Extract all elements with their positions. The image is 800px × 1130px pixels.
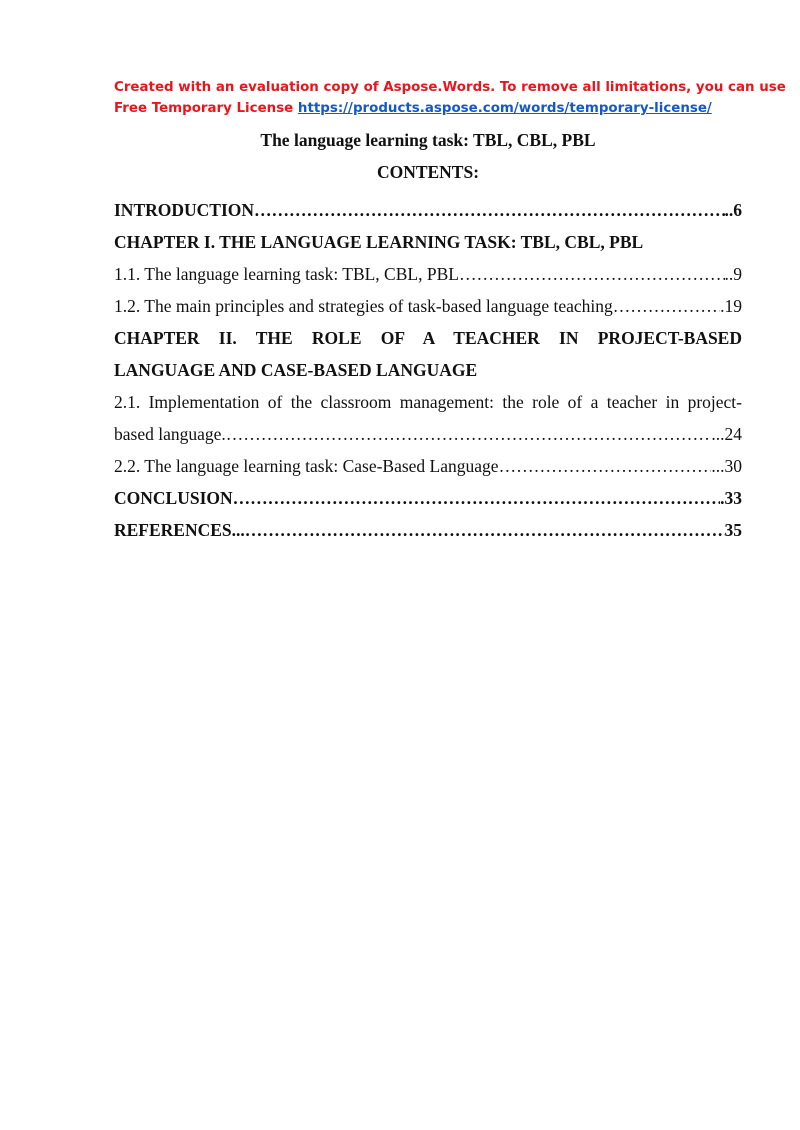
table-of-contents — [114, 194, 742, 546]
toc-leader-dots — [613, 296, 720, 317]
toc-chapter2-heading-line2[interactable]: LANGUAGE AND CASE-BASED LANGUAGE — [114, 360, 478, 380]
toc-leader-dots — [226, 424, 712, 445]
toc-entry-label: 1.2. The main principles and strategies of task-based language teaching — [114, 295, 613, 316]
toc-page-number: .33 — [720, 487, 742, 508]
toc-entry-1-1[interactable] — [114, 258, 742, 290]
toc-entry-2-2[interactable] — [114, 450, 742, 482]
toc-page-number: ..9 — [724, 263, 742, 284]
toc-leader-dots — [233, 488, 720, 509]
toc-page-number: ...30 — [711, 455, 742, 476]
toc-leader-dots — [254, 200, 724, 221]
toc-entry-label: 1.1. The language learning task: TBL, CBL, PBL — [114, 263, 459, 284]
toc-entry-label: based language. — [114, 423, 226, 444]
toc-page-number: 35 — [724, 519, 742, 540]
toc-page-number: ..6 — [724, 199, 742, 220]
toc-entry-label: 2.2. The language learning task: Case-Based Language — [114, 455, 499, 476]
toc-page-number: .19 — [720, 295, 742, 316]
toc-chapter2-heading-line1[interactable]: CHAPTER II. THE ROLE OF A TEACHER IN PROJECT-BASED — [114, 328, 742, 348]
toc-leader-dots — [245, 520, 725, 541]
toc-chapter1-heading[interactable]: CHAPTER I. THE LANGUAGE LEARNING TASK: TBL, CBL, PBL — [114, 232, 644, 252]
toc-entry-1-2[interactable] — [114, 290, 742, 322]
contents-heading: CONTENTS: — [376, 162, 480, 182]
toc-entry-label: CONCLUSION — [114, 487, 233, 508]
toc-entry-2-1-line1[interactable]: 2.1. Implementation of the classroom management: the role of a teacher in project- — [114, 392, 742, 412]
toc-entry-introduction[interactable] — [114, 194, 742, 226]
toc-entry-conclusion[interactable] — [114, 482, 742, 514]
evaluation-notice-line1: Created with an evaluation copy of Aspose.Words. To remove all limitations, you can use — [114, 80, 786, 95]
temporary-license-link[interactable]: https://products.aspose.com/words/temporary-license/ — [297, 101, 712, 116]
toc-entry-references[interactable] — [114, 514, 742, 546]
evaluation-notice-text: Free Temporary License — [114, 101, 298, 116]
toc-entry-2-1[interactable] — [114, 418, 742, 450]
toc-entry-label: INTRODUCTION — [114, 199, 255, 220]
toc-leader-dots — [459, 264, 725, 285]
evaluation-notice-line2 — [114, 98, 754, 119]
document-title: The language learning task: TBL, CBL, PBL — [260, 130, 596, 150]
toc-page-number: ...24 — [711, 423, 742, 444]
toc-entry-label: REFERENCES... — [114, 519, 245, 540]
evaluation-notice — [114, 77, 786, 119]
toc-leader-dots — [499, 456, 712, 477]
